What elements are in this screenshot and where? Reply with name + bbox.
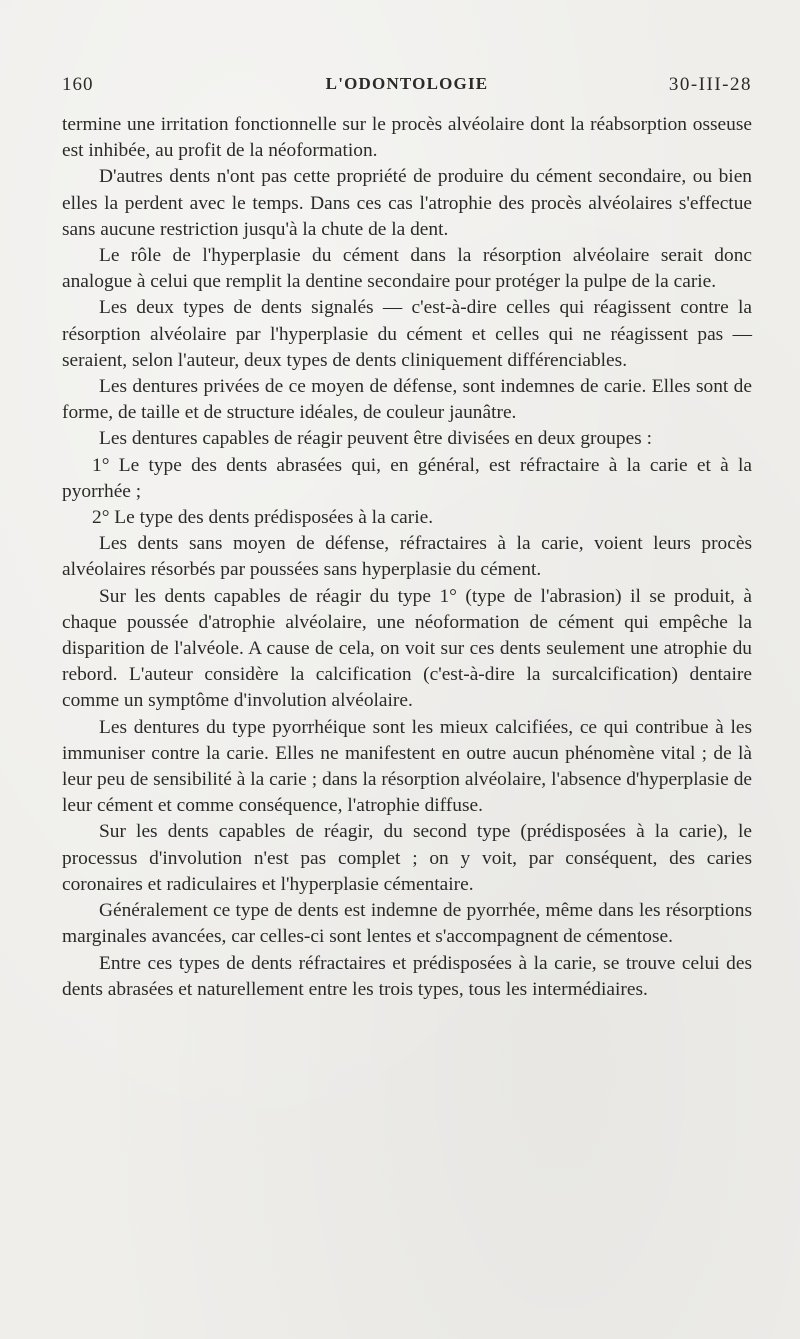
paragraph: Les deux types de dents signalés — c'est-à-dire celles qui réagissent contre la résorption alvéolaire par l'hyperplasie du cément et celles qui ne réagissent pas — seraient, selon l'auteur, deux types de dents cliniquement différenciables. xyxy=(62,297,752,371)
paragraph: Les dentures privées de ce moyen de défense, sont indemnes de carie. Elles sont de forme, de taille et de structure idéales, de couleur jaunâtre. xyxy=(62,376,752,424)
paragraph: Les dents sans moyen de défense, réfractaires à la carie, voient leurs procès alvéolaires résorbés par poussées sans hyperplasie du cément. xyxy=(62,533,752,581)
paragraph-continuation: termine une irritation fonctionnelle sur le procès alvéolaire dont la réabsorption osseuse est inhibée, au profit de la néoformation. xyxy=(62,114,752,162)
paragraph: D'autres dents n'ont pas cette propriété de produire du cément secondaire, ou bien elles la perdent avec le temps. Dans ces cas l'atrophie des procès alvéolaires s'effectue sans aucune restriction jusqu'à la chute de la dent. xyxy=(62,166,752,240)
page-number: 160 xyxy=(62,74,94,95)
paragraph: Le rôle de l'hyperplasie du cément dans la résorption alvéolaire serait donc analogue à celui que remplit la dentine secondaire pour protéger la pulpe de la carie. xyxy=(62,245,752,293)
issue-date: 30-III-28 xyxy=(668,74,752,95)
paragraph: Entre ces types de dents réfractaires et prédisposées à la carie, se trouve celui des dents abrasées et naturellement entre les trois types, tous les intermédiaires. xyxy=(62,952,752,1000)
list-item-1: 1° Le type des dents abrasées qui, en général, est réfractaire à la carie et à la pyorrhée ; xyxy=(62,454,752,502)
paragraph: Les dentures du type pyorrhéique sont les mieux calcifiées, ce qui contribue à les immuniser contre la carie. Elles ne manifestent en outre aucun phénomène vital ; de là leur peu de sensibilité à la carie ; dans la résorption alvéolaire, l'absence d'hyperplasie de leur cément et comme conséquence, l'atrophie diffuse. xyxy=(62,716,752,817)
journal-title: L'ODONTOLOGIE xyxy=(325,74,489,93)
running-header xyxy=(62,74,752,104)
article-body xyxy=(62,112,752,1003)
paragraph: Sur les dents capables de réagir du type 1° (type de l'abrasion) il se produit, à chaque poussée d'atrophie alvéolaire, une néoformation de cément qui empêche la disparition de l'alvéole. A cause de cela, on voit sur ces dents seulement une atrophie du rebord. L'auteur considère la calcification (c'est-à-dire la surcalcification) dentaire comme un symptôme d'involution alvéolaire. xyxy=(62,585,752,712)
paragraph: Les dentures capables de réagir peuvent être divisées en deux groupes : xyxy=(99,428,652,450)
list-item-2: 2° Le type des dents prédisposées à la carie. xyxy=(92,507,434,529)
paragraph: Généralement ce type de dents est indemne de pyorrhée, même dans les résorptions marginales avancées, car celles-ci sont lentes et s'accompagnent de cémentose. xyxy=(62,900,752,948)
paragraph: Sur les dents capables de réagir, du second type (prédisposées à la carie), le processus d'involution n'est pas complet ; on y voit, par conséquent, des caries coronaires et radiculaires et l'hyperplasie cémentaire. xyxy=(62,821,752,895)
